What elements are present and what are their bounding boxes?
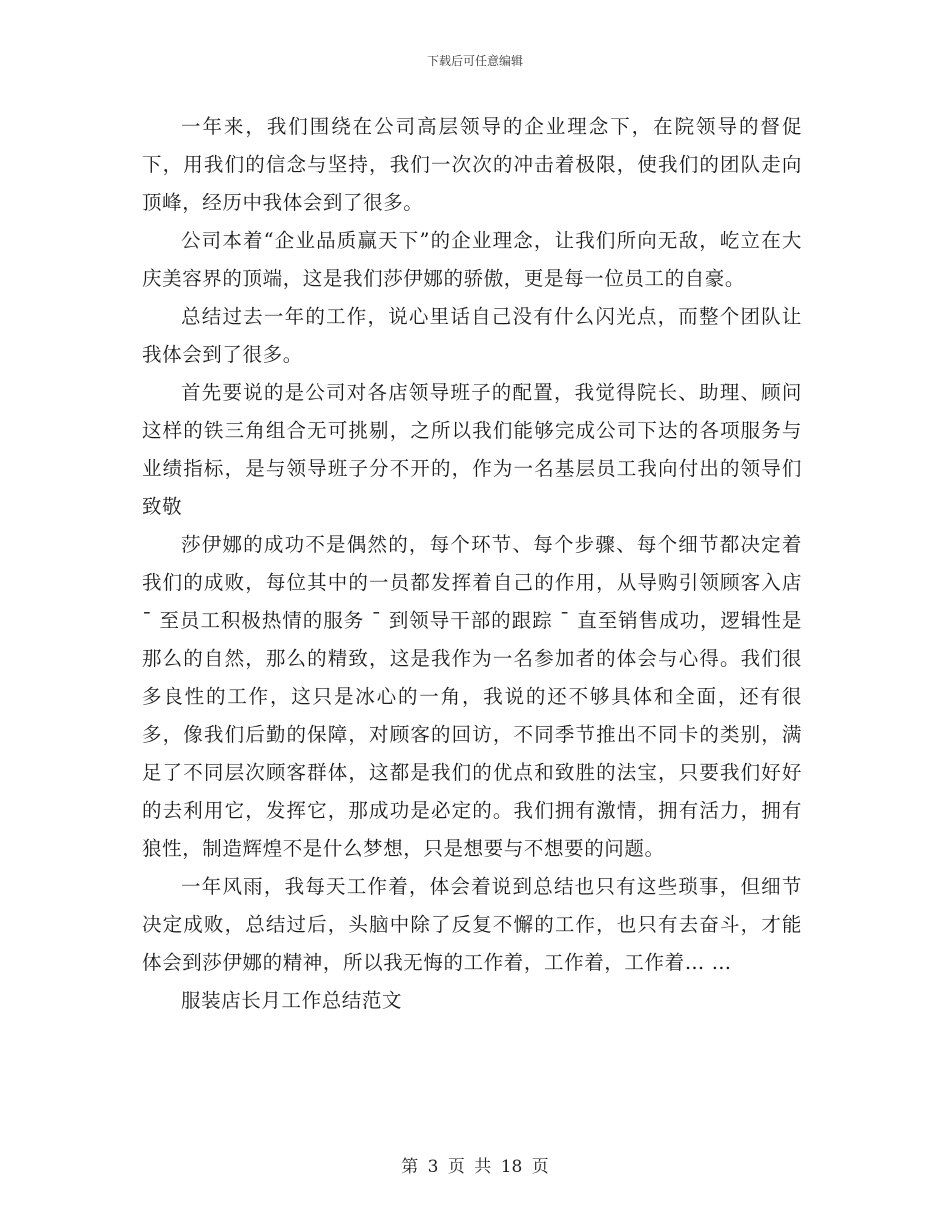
paragraph-6: 一年风雨，我每天工作着，体会着说到总结也只有这些琐事，但细节决定成败，总结过后，头脑中除了反复不懈的工作，也只有去奋斗，才能体会到莎伊娜的精神，所以我无悔的工作着，工作着，工作着… … xyxy=(142,875,802,974)
paragraph-4: 首先要说的是公司对各店领导班子的配置，我觉得院长、助理、顾问这样的铁三角组合无可挑剔，之所以我们能够完成公司下达的各项服务与业绩指标，是与领导班子分不开的，作为一名基层员工我向付出的领导们致敬 xyxy=(142,381,802,518)
page-number-footer: 第 3 页 共 18 页 xyxy=(401,1157,549,1177)
document-body xyxy=(142,108,802,1020)
section-title: 服装店长月工作总结范文 xyxy=(181,989,403,1012)
page-header: 下载后可任意编辑 xyxy=(426,54,523,68)
paragraph-3: 总结过去一年的工作，说心里话自己没有什么闪光点，而整个团队让我体会到了很多。 xyxy=(142,305,802,366)
paragraph-5: 莎伊娜的成功不是偶然的，每个环节、每个步骤、每个细节都决定着我们的成败，每位其中的一员都发挥着自己的作用，从导购引领顾客入店 ¯ 至员工积极热情的服务 ¯ 到领导干部的跟踪 ¯ 直至销售成功，逻辑性是那么的自然，那么的精致，这是我作为一名参加者的体会与心得。我们很多良性的工作，这只是冰心的一角，我说的还不够具体和全面，还有很多，像我们后勤的保障，对顾客的回访，不同季节推出不同卡的类别，满足了不同层次顾客群体，这都是我们的优点和致胜的法宝，只要我们好好的去利用它，发挥它，那成功是必定的。我们拥有激情，拥有活力，拥有狼性，制造辉煌不是什么梦想，只是想要与不想要的问题。 xyxy=(142,533,802,860)
paragraph-1: 一年来，我们围绕在公司高层领导的企业理念下，在院领导的督促下，用我们的信念与坚持，我们一次次的冲击着极限，使我们的团队走向顶峰，经历中我体会到了很多。 xyxy=(142,115,802,214)
paragraph-2: 公司本着“企业品质赢天下”的企业理念，让我们所向无敌，屹立在大庆美容界的顶端，这是我们莎伊娜的骄傲，更是每一位员工的自豪。 xyxy=(142,229,802,290)
